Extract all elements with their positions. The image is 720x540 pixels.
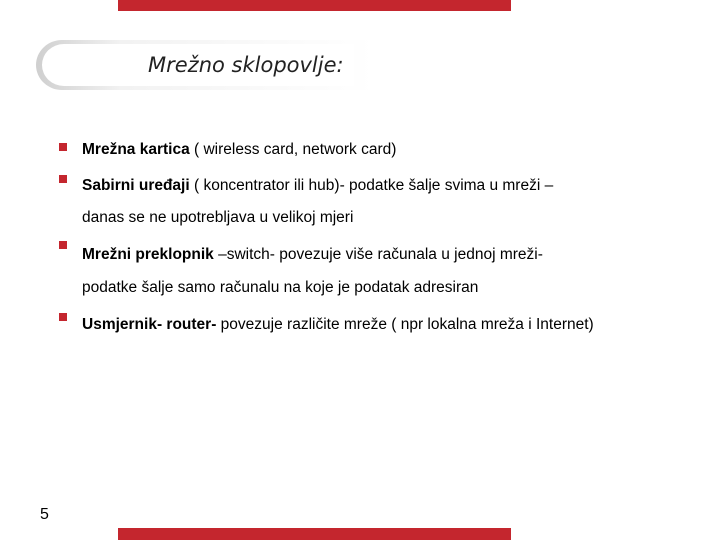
list-item-continuation: danas se ne upotrebljava u velikoj mjeri	[82, 209, 354, 226]
bullet-marker	[59, 241, 67, 249]
list-item	[82, 141, 396, 159]
item-term: Mrežna kartica	[82, 141, 190, 158]
slide-title: Mrežno sklopovlje:	[148, 53, 344, 77]
list-item	[82, 246, 543, 264]
bullet-marker	[59, 143, 67, 151]
item-text: ( koncentrator ili hub)- podatke šalje svima u mreži –	[189, 177, 554, 194]
bullet-marker	[59, 313, 67, 321]
item-term: Mrežni preklopnik	[82, 246, 214, 263]
item-text: –switch- povezuje više računala u jednoj mreži-	[213, 246, 543, 263]
list-item	[82, 177, 553, 195]
item-term: Usmjernik- router-	[82, 316, 217, 333]
list-item	[82, 316, 594, 334]
item-term: Sabirni uređaji	[82, 177, 190, 194]
top-accent-bar	[118, 0, 511, 11]
bottom-accent-bar	[118, 528, 511, 540]
item-text: povezuje različite mreže ( npr lokalna mreža i Internet)	[216, 316, 594, 333]
page-number: 5	[40, 506, 49, 523]
item-text: ( wireless card, network card)	[189, 141, 397, 158]
list-item-continuation: podatke šalje samo računalu na koje je podatak adresiran	[82, 279, 479, 296]
bullet-marker	[59, 175, 67, 183]
